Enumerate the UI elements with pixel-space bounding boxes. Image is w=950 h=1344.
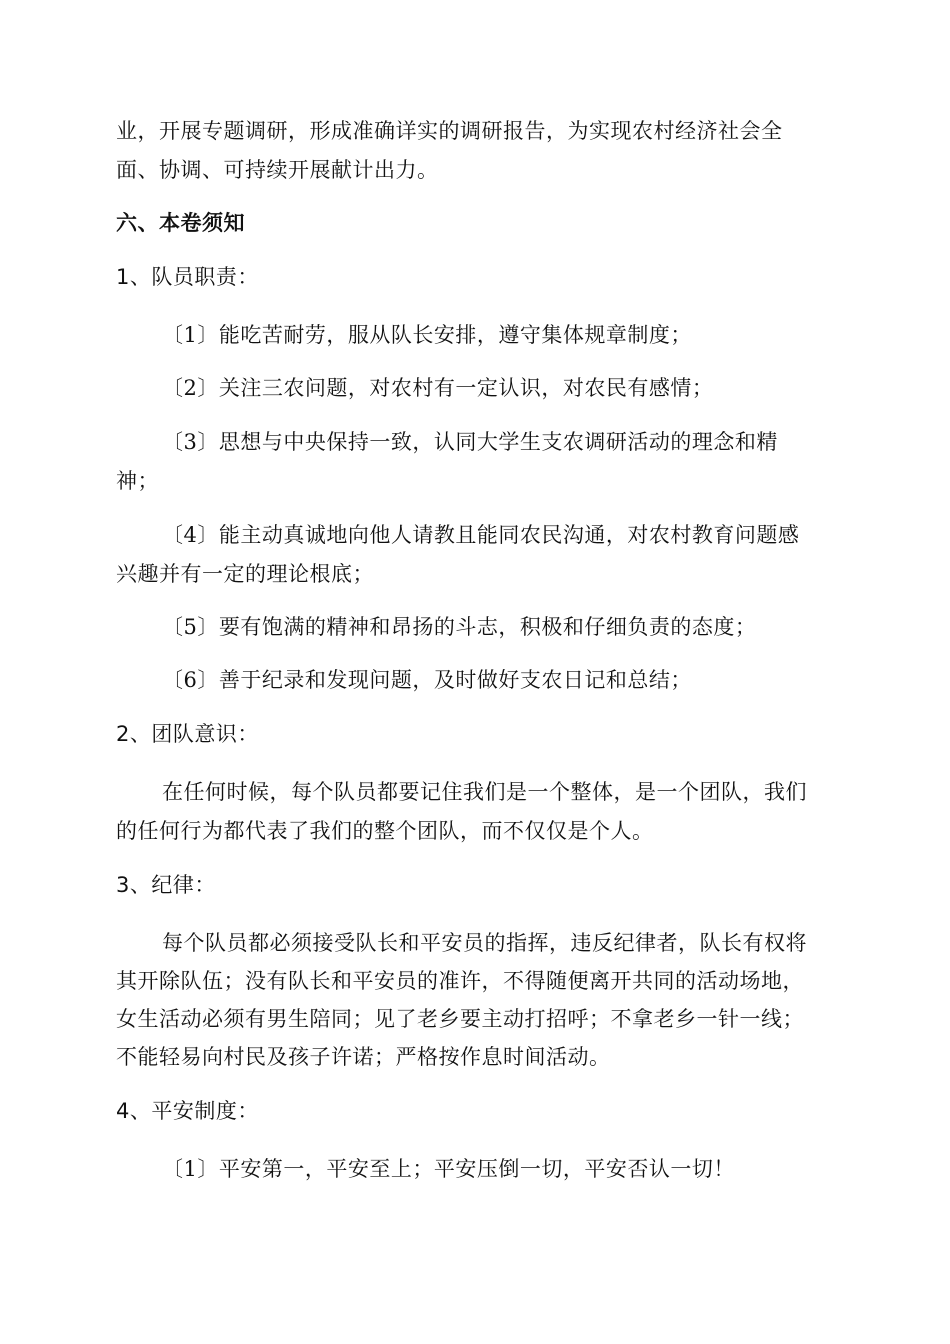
intro-line-1: 业，开展专题调研，形成准确详实的调研报告，为实现农村经济社会全	[116, 119, 783, 143]
section-heading: 六、本卷须知	[116, 211, 245, 235]
duty-3-line-1: 〔3〕思想与中央保持一致，认同大学生支农调研活动的理念和精	[162, 430, 778, 454]
item-2-body-line-2: 的任何行为都代表了我们的整个团队，而不仅仅是个人。	[116, 819, 654, 843]
item-4-title: 4、平安制度：	[116, 1099, 259, 1123]
duty-4-line-1: 〔4〕能主动真诚地向他人请教且能同农民沟通，对农村教育问题感	[162, 523, 800, 547]
duty-2: 〔2〕关注三农问题，对农村有一定认识，对农民有感情；	[162, 376, 714, 400]
duty-6: 〔6〕善于纪录和发现问题，及时做好支农日记和总结；	[162, 668, 692, 692]
duty-4-line-2: 兴趣并有一定的理论根底；	[116, 562, 374, 586]
duty-5: 〔5〕要有饱满的精神和昂扬的斗志，积极和仔细负责的态度；	[162, 615, 757, 639]
item-3-title: 3、纪律：	[116, 873, 216, 897]
intro-line-2: 面、协调、可持续开展献计出力。	[116, 158, 439, 182]
item-3-body-line-3: 女生活动必须有男生陪同；见了老乡要主动打招呼；不拿老乡一针一线；	[116, 1007, 804, 1031]
safety-rule-1: 〔1〕平安第一，平安至上；平安压倒一切，平安否认一切！	[162, 1157, 735, 1181]
duty-3-line-2: 神；	[116, 469, 159, 493]
item-2-body-line-1: 在任何时候，每个队员都要记住我们是一个整体，是一个团队，我们	[162, 780, 807, 804]
item-3-body-line-4: 不能轻易向村民及孩子许诺；严格按作息时间活动。	[116, 1045, 611, 1069]
item-2-title: 2、团队意识：	[116, 722, 259, 746]
item-1-title: 1、队员职责：	[116, 265, 259, 289]
item-3-body-line-1: 每个队员都必须接受队长和平安员的指挥，违反纪律者，队长有权将	[162, 931, 807, 955]
duty-1: 〔1〕能吃苦耐劳，服从队长安排，遵守集体规章制度；	[162, 323, 692, 347]
item-3-body-line-2: 其开除队伍；没有队长和平安员的准许，不得随便离开共同的活动场地，	[116, 969, 804, 993]
